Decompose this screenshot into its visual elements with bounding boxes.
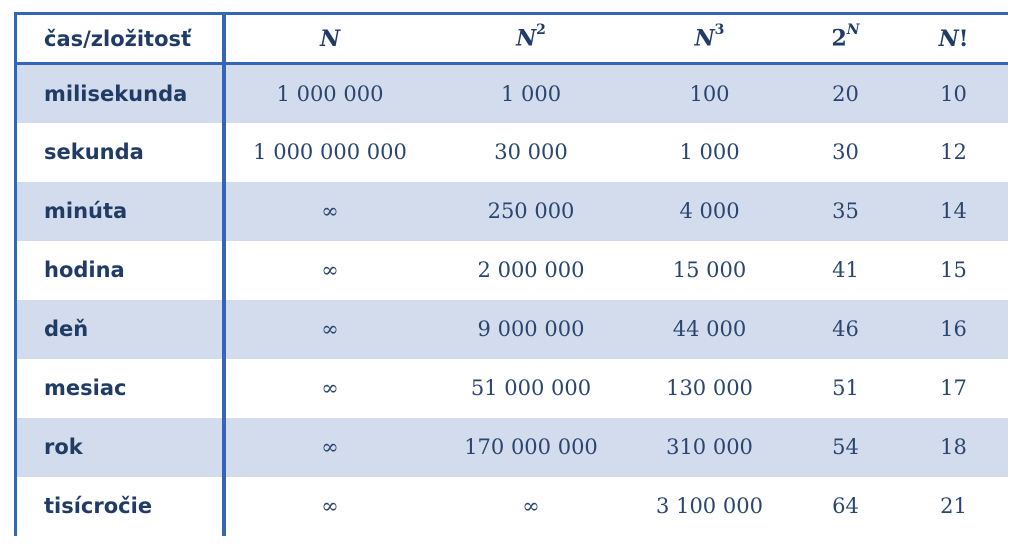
table-cell: 44 000 — [628, 300, 792, 359]
table-cell: 64 — [832, 494, 859, 518]
column-header-two-to-n-base: 2 — [831, 25, 847, 52]
table-cell: 51 — [832, 376, 859, 400]
table-row — [16, 477, 1008, 536]
table-cell: ∞ — [224, 182, 435, 241]
table-cell: 15 000 — [672, 258, 747, 282]
table-cell: ∞ — [224, 418, 435, 477]
table-cell: 170 000 000 — [435, 418, 628, 477]
table-cell: 12 — [940, 140, 967, 164]
row-label: rok — [16, 418, 224, 477]
table-cell: 51 000 000 — [470, 376, 592, 400]
table-cell: 100 — [628, 64, 792, 123]
table-cell: 130 000 — [666, 376, 753, 400]
header-row — [16, 14, 1008, 64]
table-cell: ∞ — [321, 376, 339, 400]
row-label: milisekunda — [16, 64, 224, 123]
column-header-n-cubed-exponent: 3 — [714, 22, 725, 39]
table-cell: 30 — [832, 140, 859, 164]
table-cell: 46 — [792, 300, 900, 359]
column-header-n-cubed-base: N — [694, 25, 715, 52]
table-cell: 35 — [792, 182, 900, 241]
table-cell: ∞ — [321, 494, 339, 518]
column-header-n-factorial-base: N — [938, 25, 959, 52]
table-row — [16, 64, 1008, 123]
row-label: deň — [16, 300, 224, 359]
row-label: tisícročie — [16, 477, 224, 536]
table-cell: ∞ — [522, 494, 540, 518]
column-header-n — [224, 14, 435, 64]
table-cell: ∞ — [224, 300, 435, 359]
row-label: mesiac — [16, 359, 224, 418]
table-row — [16, 300, 1008, 359]
table-cell: 21 — [940, 494, 967, 518]
table-cell: 54 — [792, 418, 900, 477]
table-cell: 1 000 000 000 — [253, 140, 407, 164]
column-header-two-to-n-exponent: N — [846, 22, 860, 39]
column-header-n-squared-base: N — [516, 25, 537, 52]
table-cell: 250 000 — [435, 182, 628, 241]
table-cell: 1 000 — [679, 140, 740, 164]
table-cell: 17 — [940, 376, 967, 400]
column-header-n-factorial-suffix: ! — [958, 25, 969, 52]
table-cell: 30 000 — [494, 140, 568, 164]
complexity-table — [14, 12, 1008, 536]
table-row — [16, 241, 1008, 300]
column-header-n-cubed — [628, 14, 792, 64]
table-cell: 20 — [792, 64, 900, 123]
table-row — [16, 359, 1008, 418]
table-cell: 18 — [900, 418, 1008, 477]
table-cell: 2 000 000 — [477, 258, 585, 282]
table-row — [16, 182, 1008, 241]
table-cell: 4 000 — [628, 182, 792, 241]
column-header-n-squared-exponent: 2 — [536, 22, 546, 39]
table-cell: 14 — [900, 182, 1008, 241]
row-label: minúta — [16, 182, 224, 241]
table-row — [16, 123, 1008, 182]
table-cell: 1 000 — [435, 64, 628, 123]
table-cell: 1 000 000 — [224, 64, 435, 123]
table-cell: 16 — [900, 300, 1008, 359]
table-cell: 41 — [832, 258, 859, 282]
table-cell: 9 000 000 — [435, 300, 628, 359]
table-cell: ∞ — [321, 258, 339, 282]
table-cell: 15 — [940, 258, 967, 282]
table-row — [16, 418, 1008, 477]
row-label: sekunda — [16, 123, 224, 182]
row-label: hodina — [16, 241, 224, 300]
table-cell: 10 — [900, 64, 1008, 123]
column-header-n-base: N — [319, 25, 341, 52]
table-cell: 3 100 000 — [656, 494, 763, 518]
corner-header: čas/zložitosť — [16, 14, 224, 64]
column-header-n-factorial — [900, 14, 1008, 64]
column-header-two-to-n — [792, 14, 900, 64]
table-cell: 310 000 — [628, 418, 792, 477]
column-header-n-squared — [435, 14, 628, 64]
